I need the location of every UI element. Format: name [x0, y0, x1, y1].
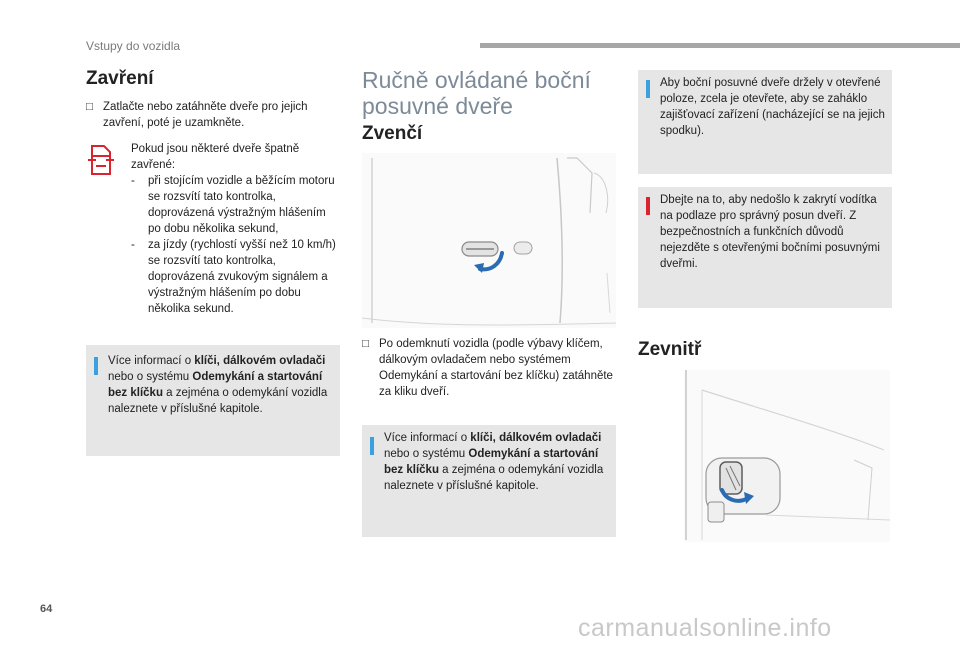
info-box-right	[638, 70, 892, 174]
info-text-left: Více informací o klíči, dálkovém ovladači nebo o systému Odemykání a startování bez klíčku a zejména o odemykání vozidla naleznete v příslušné kapitole.	[108, 355, 328, 415]
info-text-middle: Více informací o klíči, dálkovém ovladači nebo o systému Odemykání a startování bez klíčku a zejména o odemykání vozidla naleznete v příslušné kapitole.	[384, 432, 604, 492]
section-label: Vstupy do vozidla	[86, 39, 181, 53]
info-marker-icon	[94, 357, 98, 375]
instruction-close: □ Zatlačte nebo zatáhněte dveře pro jejich zavření, poté je uzamkněte.	[86, 101, 308, 129]
bullet-icon: □	[362, 338, 369, 350]
dash-glyph: -	[131, 175, 135, 187]
info-text-right: Aby boční posuvné dveře držely v otevřené poloze, zcela je otevřete, aby se zaháklo zajišťovací zařízení (nacházející se na jejich spodku).	[660, 77, 885, 137]
warning-item-2: za jízdy (rychlostí vyšší než 10 km/h) se rozsvítí tato kontrolka, doprovázená zvukovým signálem a výstražným hlášením po dobu několika sekund.	[148, 239, 336, 315]
header-bar	[480, 43, 960, 48]
info-box-left	[86, 345, 340, 456]
warning-block	[131, 141, 341, 317]
warning-marker-icon	[646, 197, 650, 215]
info-marker-icon	[646, 80, 650, 98]
instruction-exterior: □ Po odemknutí vozidla (podle výbavy klíčem, dálkovým ovladačem nebo systémem Odemykání a startování bez klíčku) zatáhněte za kliku dveří.	[362, 338, 613, 398]
door-open-warning-icon	[86, 142, 116, 178]
exterior-door-illustration	[362, 153, 616, 328]
watermark: carmanualsonline.info	[578, 614, 832, 642]
warning-item-1: při stojícím vozidle a běžícím motoru se rozsvítí tato kontrolka, doprovázená výstražným hlášením po dobu několika sekund,	[148, 175, 335, 235]
subtitle-zvenci: Zvenčí	[362, 123, 423, 144]
subtitle-zevnitr: Zevnitř	[638, 339, 702, 360]
info-marker-icon	[370, 437, 374, 455]
bullet-icon: □	[86, 101, 93, 113]
page-number: 64	[40, 603, 53, 615]
warning-intro: Pokud jsou některé dveře špatně zavřené:	[131, 143, 300, 171]
dash-glyph: -	[131, 239, 135, 251]
warning-box-right	[638, 187, 892, 308]
title-posuvne-dvere: Ručně ovládané boční posuvné dveře	[362, 67, 591, 119]
info-box-middle	[362, 425, 616, 537]
interior-door-illustration	[684, 370, 890, 542]
warning-text-right: Dbejte na to, aby nedošlo k zakrytí vodítka na podlaze pro správný posun dveří. Z bezpečnostních a funkčních důvodů nejezděte s otevřenými bočními posuvnými dveřmi.	[660, 194, 880, 270]
title-zavreni: Zavření	[86, 68, 154, 89]
